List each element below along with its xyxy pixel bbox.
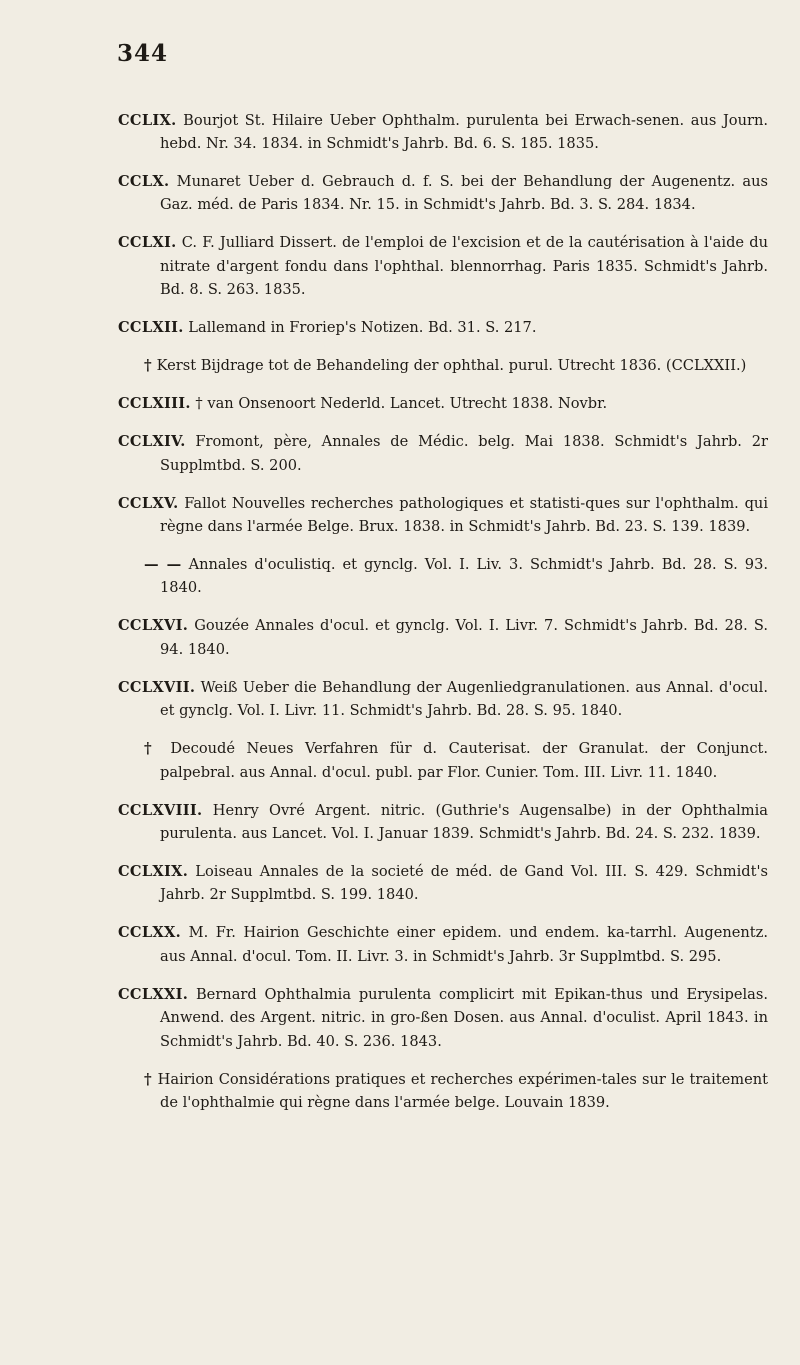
- entry-label: CCLXIII.: [118, 395, 191, 413]
- bibliography-entry: [118, 860, 768, 907]
- entry-label: CCLXVII.: [118, 678, 196, 696]
- entry-text: Henry Ovré Argent. nitric. (Guthrie's Augensalbe) in der Ophthalmia purulenta. aus Lancet. Vol. I. Januar 1839. Schmidt's Jahrb. Bd. 24. S. 232. 1839.: [160, 801, 768, 843]
- entry-text: Bourjot St. Hilaire Ueber Ophthalm. purulenta bei Erwach-senen. aus Journ. hebd. Nr. 34. 1834. in Schmidt's Jahrb. Bd. 6. S. 185. 1835.: [160, 111, 769, 152]
- entry-text: C. F. Julliard Dissert. de l'emploi de l'excision et de la cautérisation à l'aide du nitrate d'argent fondu dans l'ophthal. blennorrhag. Paris 1835. Schmidt's Jahrb. Bd. 8. S. 263. 1835.: [160, 234, 768, 299]
- entry-text: Loiseau Annales de la societé de méd. de Gand Vol. III. S. 429. Schmidt's Jahrb. 2r Supplmtbd. S. 199. 1840.: [160, 863, 768, 904]
- entry-label: CCLX.: [118, 173, 170, 190]
- entry-text: Lallemand in Froriep's Notizen. Bd. 31. S. 217.: [188, 319, 537, 337]
- bibliography-entry: [118, 492, 768, 539]
- entry-text: Fallot Nouvelles recherches pathologiques et statisti-ques sur l'ophthalm. qui règne dans l'armée Belge. Brux. 1838. in Schmidt's Jahrb. Bd. 23. S. 139. 1839.: [160, 494, 768, 536]
- entry-label: CCLXI.: [118, 234, 177, 252]
- entry-label: CCLXX.: [118, 924, 182, 942]
- entry-text: † van Onsenoort Nederld. Lancet. Utrecht 1838. Novbr.: [195, 395, 608, 413]
- entry-label: CCLXV.: [118, 494, 179, 512]
- bibliography-entry: [118, 316, 768, 339]
- entry-text: Munaret Ueber d. Gebrauch d. f. S. bei der Behandlung der Augenentz. aus Gaz. méd. de Paris 1834. Nr. 15. in Schmidt's Jahrb. Bd. 3. S. 284. 1834.: [160, 173, 768, 214]
- bibliography-entry: [118, 1068, 768, 1115]
- entry-label: CCLXVIII.: [118, 801, 203, 819]
- entry-label: CCLXII.: [118, 319, 184, 337]
- bibliography-entry: [118, 430, 768, 477]
- bibliography-entry: [118, 231, 768, 301]
- entry-label: CCLXIX.: [118, 863, 189, 881]
- entry-label: CCLXIV.: [118, 433, 186, 451]
- bibliography-entry: [118, 392, 768, 415]
- bibliography-entry: [118, 921, 768, 968]
- bibliography-entry: [118, 737, 768, 784]
- bibliography-entry: [118, 676, 768, 723]
- entry-label: CCLIX.: [118, 111, 177, 129]
- entry-text: Bernard Ophthalmia purulenta complicirt mit Epikan-thus und Erysipelas. Anwend. des Argent. nitric. in gro-ßen Dosen. aus Annal. d'oculist. April 1843. in Schmidt's Jahrb. Bd. 40. S. 236. 1843.: [160, 985, 768, 1050]
- entry-text: Weiß Ueber die Behandlung der Augenliedgranulationen. aus Annal. d'ocul. et gynclg. Vol. I. Livr. 11. Schmidt's Jahrb. Bd. 28. S. 95. 1840.: [160, 678, 768, 720]
- entry-text: Decoudé Neues Verfahren für d. Cauterisat. der Granulat. der Conjunct. palpebral. aus Annal. d'ocul. publ. par Flor. Cunier. Tom. III. Livr. 11. 1840.: [160, 740, 768, 781]
- bibliography-entry: [118, 170, 768, 217]
- bibliography-entry: [118, 799, 768, 846]
- entry-text: Kerst Bijdrage tot de Behandeling der ophthal. purul. Utrecht 1836. (CCLXXII.): [156, 357, 747, 375]
- entry-text: M. Fr. Hairion Geschichte einer epidem. und endem. ka-tarrhl. Augenentz. aus Annal. d'ocul. Tom. II. Livr. 3. in Schmidt's Jahrb. 3r Supplmtbd. S. 295.: [160, 924, 768, 965]
- bibliography-entry: [118, 614, 768, 661]
- entry-text: Fromont, père, Annales de Médic. belg. Mai 1838. Schmidt's Jahrb. 2r Supplmtbd. S. 200.: [160, 433, 768, 474]
- entry-label: †: [144, 357, 152, 375]
- bibliography-entry: [118, 983, 768, 1053]
- bibliography-entry: [118, 553, 768, 600]
- entry-label: CCLXVI.: [118, 617, 189, 635]
- entry-label: †: [144, 1070, 153, 1088]
- page-number: 344: [117, 40, 169, 67]
- entry-text: Annales d'oculistiq. et gynclg. Vol. I. Liv. 3. Schmidt's Jahrb. Bd. 28. S. 93. 1840.: [160, 556, 768, 597]
- entry-label: — —: [144, 556, 182, 574]
- bibliography-list: [118, 94, 768, 1119]
- bibliography-entry: [118, 109, 768, 156]
- entry-label: †: [144, 740, 159, 758]
- entry-text: Hairion Considérations pratiques et recherches expérimen-tales sur le traitement de l'ophthalmie qui règne dans l'armée belge. Louvain 1839.: [157, 1070, 768, 1112]
- bibliography-entry: [118, 354, 768, 377]
- entry-label: CCLXXI.: [118, 985, 189, 1003]
- entry-text: Gouzée Annales d'ocul. et gynclg. Vol. I. Livr. 7. Schmidt's Jahrb. Bd. 28. S. 94. 1840.: [160, 617, 769, 658]
